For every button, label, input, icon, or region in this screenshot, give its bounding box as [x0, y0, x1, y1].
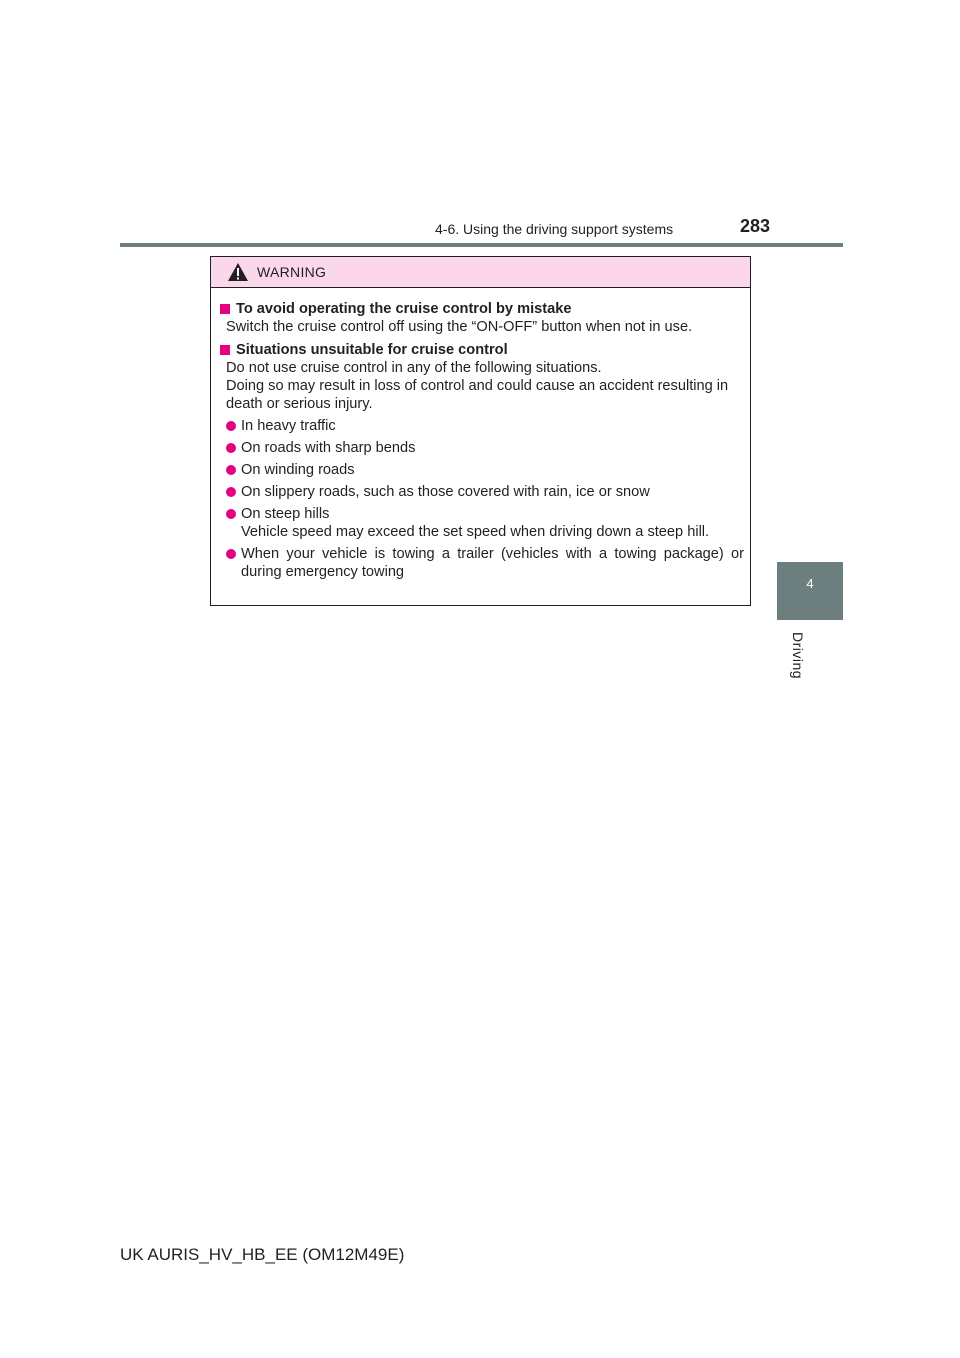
- warning-title: WARNING: [257, 264, 327, 280]
- document-id: UK AURIS_HV_HB_EE (OM12M49E): [120, 1245, 405, 1264]
- warning-triangle-icon: [227, 262, 249, 282]
- circle-bullet-icon: [226, 421, 236, 431]
- list-item: [220, 461, 744, 479]
- list-item-text: In heavy traffic: [241, 418, 336, 434]
- header-divider: [120, 243, 843, 247]
- list-item-text: When your vehicle is towing a trailer (vehicles with a towing package) or during emergency towing: [241, 546, 744, 580]
- section-text: Doing so may result in loss of control and could cause an accident resulting in death or serious injury.: [226, 378, 729, 412]
- list-item-detail: Vehicle speed may exceed the set speed when driving down a steep hill.: [241, 524, 710, 540]
- circle-bullet-icon: [226, 549, 236, 559]
- section-heading: [220, 300, 744, 318]
- circle-bullet-icon: [226, 509, 236, 519]
- list-item: [220, 439, 744, 457]
- circle-bullet-icon: [226, 487, 236, 497]
- section-title: 4-6. Using the driving support systems: [435, 221, 674, 237]
- circle-bullet-icon: [226, 443, 236, 453]
- square-bullet-icon: [220, 345, 230, 355]
- warning-section-unsuitable: [220, 341, 744, 581]
- section-heading: [220, 341, 744, 359]
- square-bullet-icon: [220, 304, 230, 314]
- circle-bullet-icon: [226, 465, 236, 475]
- list-item: [220, 505, 744, 541]
- list-item: [220, 417, 744, 435]
- page-number: 283: [740, 216, 771, 236]
- section-text: Do not use cruise control in any of the following situations.: [226, 360, 602, 376]
- section-text: Switch the cruise control off using the “ON-OFF” button when not in use.: [226, 319, 693, 335]
- warning-body: [211, 288, 750, 581]
- list-item: [220, 483, 744, 501]
- warning-header: [211, 257, 750, 288]
- chapter-tab: [777, 562, 843, 620]
- list-item-text: On slippery roads, such as those covered with rain, ice or snow: [241, 484, 650, 500]
- list-item-main: On steep hills: [241, 506, 330, 522]
- chapter-number: 4: [806, 576, 814, 591]
- list-item-text: On roads with sharp bends: [241, 440, 416, 456]
- section-heading-text: Situations unsuitable for cruise control: [236, 342, 508, 358]
- warning-box: [210, 256, 751, 606]
- situation-list: [220, 417, 744, 581]
- chapter-label: Driving: [790, 632, 806, 680]
- list-item-text: On winding roads: [241, 462, 355, 478]
- list-item: [220, 545, 744, 581]
- section-heading-text: To avoid operating the cruise control by mistake: [236, 301, 572, 317]
- warning-section-mistake: [220, 300, 744, 336]
- list-item-text: [241, 505, 744, 541]
